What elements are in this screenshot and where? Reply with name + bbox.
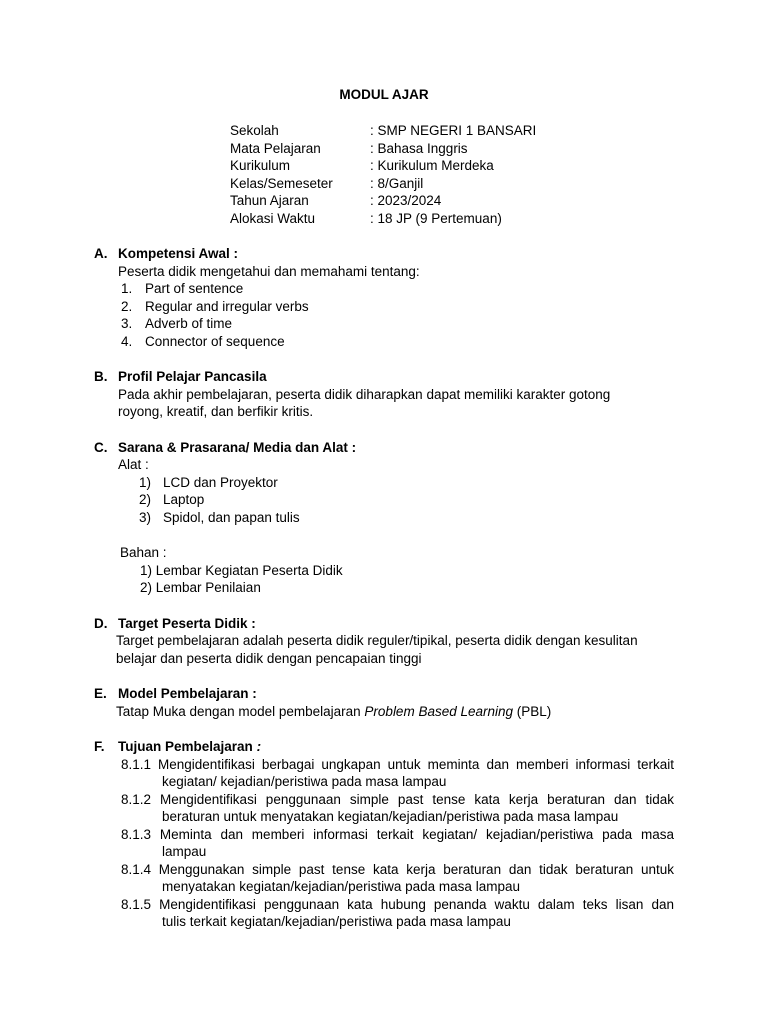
objective-first-line: 8.1.4 Menggunakan simple past tense kata kerja beraturan dan tidak beraturan untuk <box>121 861 674 877</box>
info-value: : 18 JP (9 Pertemuan) <box>370 210 502 226</box>
section-e-text-before: Tatap Muka dengan model pembelajaran <box>116 703 365 719</box>
list-item: Laptop <box>163 492 205 507</box>
info-value: : Bahasa Inggris <box>370 140 468 156</box>
objective-item <box>121 791 674 826</box>
section-c-title: Sarana & Prasarana/ Media dan Alat : <box>118 439 357 455</box>
section-e-text-after: (PBL) <box>513 703 552 719</box>
objective-item <box>121 896 674 931</box>
objective-continuation: beraturan untuk menyatakan kegiatan/kejadian/peristiwa pada masa lampau <box>162 809 619 824</box>
section-b-text: royong, kreatif, dan berfikir kritis. <box>118 404 314 419</box>
list-item: LCD dan Proyektor <box>163 474 278 490</box>
info-value: : 8/Ganjil <box>370 175 424 191</box>
objective-first-line: 8.1.1 Mengidentifikasi berbagai ungkapan untuk meminta dan memberi informasi terkait <box>121 756 674 772</box>
list-item: Regular and irregular verbs <box>145 298 309 314</box>
objective-first-line: 8.1.5 Mengidentifikasi penggunaan kata hubung penanda waktu dalam teks lisan dan <box>121 896 674 912</box>
section-f-letter: F. <box>94 739 105 754</box>
info-label: Alokasi Waktu <box>230 210 316 226</box>
section-d-title: Target Peserta Didik : <box>118 615 256 631</box>
section-a-letter: A. <box>94 246 108 261</box>
section-e-title: Model Pembelajaran : <box>118 686 257 701</box>
list-number: 1. <box>121 281 133 296</box>
section-e-text <box>116 703 551 721</box>
section-f-title-colon: : <box>256 739 262 754</box>
list-number: 2. <box>121 298 133 314</box>
list-item: Adverb of time <box>145 316 233 331</box>
section-b-letter: B. <box>94 369 108 384</box>
section-b-title: Profil Pelajar Pancasila <box>118 369 267 384</box>
objective-first-line: 8.1.2 Mengidentifikasi penggunaan simple past tense kata kerja beraturan dan tidak <box>121 791 674 807</box>
objective-item <box>121 826 674 861</box>
objective-first-line: 8.1.3 Meminta dan memberi informasi terkait kegiatan/ kejadian/peristiwa pada masa <box>121 826 674 842</box>
objective-continuation: kegiatan/ kejadian/peristiwa pada masa lampau <box>162 774 447 789</box>
list-item: Part of sentence <box>145 281 244 296</box>
section-e-letter: E. <box>94 686 107 701</box>
section-a-title: Kompetensi Awal : <box>118 246 239 261</box>
objective-continuation: menyatakan kegiatan/kejadian/peristiwa pada masa lampau <box>162 879 520 894</box>
objective-item <box>121 861 674 896</box>
info-label: Tahun Ajaran <box>230 193 309 208</box>
document-title: MODUL AJAR <box>339 87 429 102</box>
bahan-label: Bahan : <box>120 545 167 560</box>
objective-continuation: lampau <box>162 844 207 859</box>
section-e-text-italic: Problem Based Learning <box>364 703 514 719</box>
list-number: 4. <box>121 333 133 349</box>
info-label: Mata Pelajaran <box>230 140 321 156</box>
list-number: 3. <box>121 316 133 331</box>
info-label: Kelas/Semeseter <box>230 175 333 191</box>
list-item: Connector of sequence <box>145 333 285 349</box>
section-d-text: Target pembelajaran adalah peserta didik reguler/tipikal, peserta didik dengan kesulitan <box>116 633 638 648</box>
info-label: Sekolah <box>230 123 279 138</box>
section-d-text: belajar dan peserta didik dengan pencapaian tinggi <box>116 650 422 666</box>
list-item: Spidol, dan papan tulis <box>163 509 300 525</box>
list-number: 2) <box>139 492 152 507</box>
alat-label: Alat : <box>118 457 149 472</box>
section-a-intro: Peserta didik mengetahui dan memahami tentang: <box>118 263 420 279</box>
list-item: 2) Lembar Penilaian <box>140 580 261 595</box>
objective-item <box>121 756 674 791</box>
objective-continuation: tulis terkait kegiatan/kejadian/peristiwa pada masa lampau <box>162 914 511 929</box>
section-f-title <box>118 738 261 756</box>
section-f-title-text: Tujuan Pembelajaran <box>118 739 253 754</box>
section-b-text: Pada akhir pembelajaran, peserta didik diharapkan dapat memiliki karakter gotong <box>118 386 611 402</box>
info-value: : 2023/2024 <box>370 193 442 208</box>
list-item: 1) Lembar Kegiatan Peserta Didik <box>140 562 343 578</box>
info-value: : Kurikulum Merdeka <box>370 158 494 173</box>
list-number: 1) <box>139 474 152 490</box>
info-label: Kurikulum <box>230 158 291 173</box>
list-number: 3) <box>139 509 152 525</box>
info-value: : SMP NEGERI 1 BANSARI <box>370 123 537 138</box>
section-c-letter: C. <box>94 439 108 455</box>
section-d-letter: D. <box>94 615 108 631</box>
